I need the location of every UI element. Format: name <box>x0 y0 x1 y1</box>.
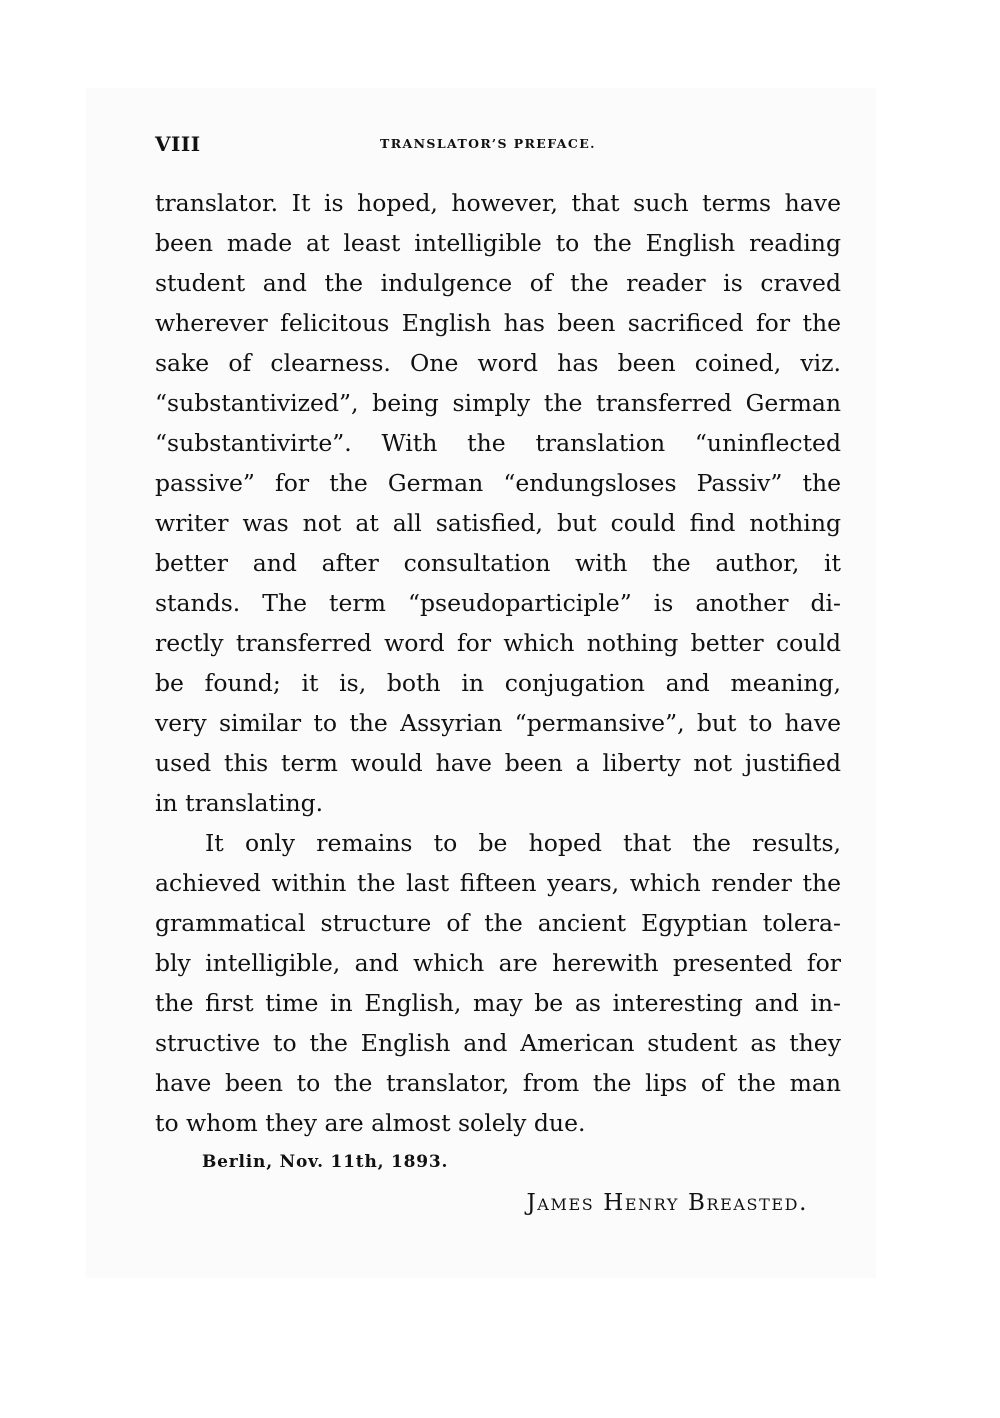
text-line: grammatical structure of the ancient Egyptian tolera- <box>155 909 841 937</box>
text-line: It only remains to be hoped that the results, <box>205 829 841 857</box>
text-line: be found; it is, both in conjugation and meaning, <box>155 669 841 697</box>
text-line: student and the indulgence of the reader is craved <box>155 269 841 297</box>
text-line: passive” for the German “endungsloses Passiv” the <box>155 469 841 497</box>
signature: James Henry Breasted. <box>526 1190 808 1216</box>
paragraph-1 <box>155 183 841 823</box>
running-head: TRANSLATOR’S PREFACE. <box>380 136 596 151</box>
text-line: to whom they are almost solely due. <box>155 1109 586 1137</box>
text-line: better and after consultation with the author, it <box>155 549 841 577</box>
text-line: wherever felicitous English has been sacrificed for the <box>155 309 841 337</box>
text-line: been made at least intelligible to the English reading <box>155 229 841 257</box>
paragraph-2 <box>155 823 841 1143</box>
text-line: have been to the translator, from the lips of the man <box>155 1069 841 1097</box>
text-line: writer was not at all satisfied, but could find nothing <box>155 509 841 537</box>
text-line: stands. The term “pseudoparticiple” is another di- <box>155 589 841 617</box>
text-line: rectly transferred word for which nothing better could <box>155 629 841 657</box>
page-number: VIII <box>155 132 201 156</box>
text-line: “substantivized”, being simply the transferred German <box>155 389 841 417</box>
body-text <box>155 183 841 1143</box>
text-line: translator. It is hoped, however, that such terms have <box>155 189 841 217</box>
text-line: very similar to the Assyrian “permansive”, but to have <box>155 709 841 737</box>
dateline: Berlin, Nov. 11th, 1893. <box>202 1152 449 1172</box>
text-line: achieved within the last fifteen years, which render the <box>155 869 841 897</box>
text-line: “substantivirte”. With the translation “uninflected <box>155 429 841 457</box>
text-line: bly intelligible, and which are herewith presented for <box>155 949 841 977</box>
text-line: used this term would have been a liberty not justified <box>155 749 841 777</box>
text-line: sake of clearness. One word has been coined, viz. <box>155 349 841 377</box>
text-line: in translating. <box>155 789 324 817</box>
page-header <box>155 130 841 160</box>
text-line: the first time in English, may be as interesting and in- <box>155 989 841 1017</box>
text-line: structive to the English and American student as they <box>155 1029 841 1057</box>
